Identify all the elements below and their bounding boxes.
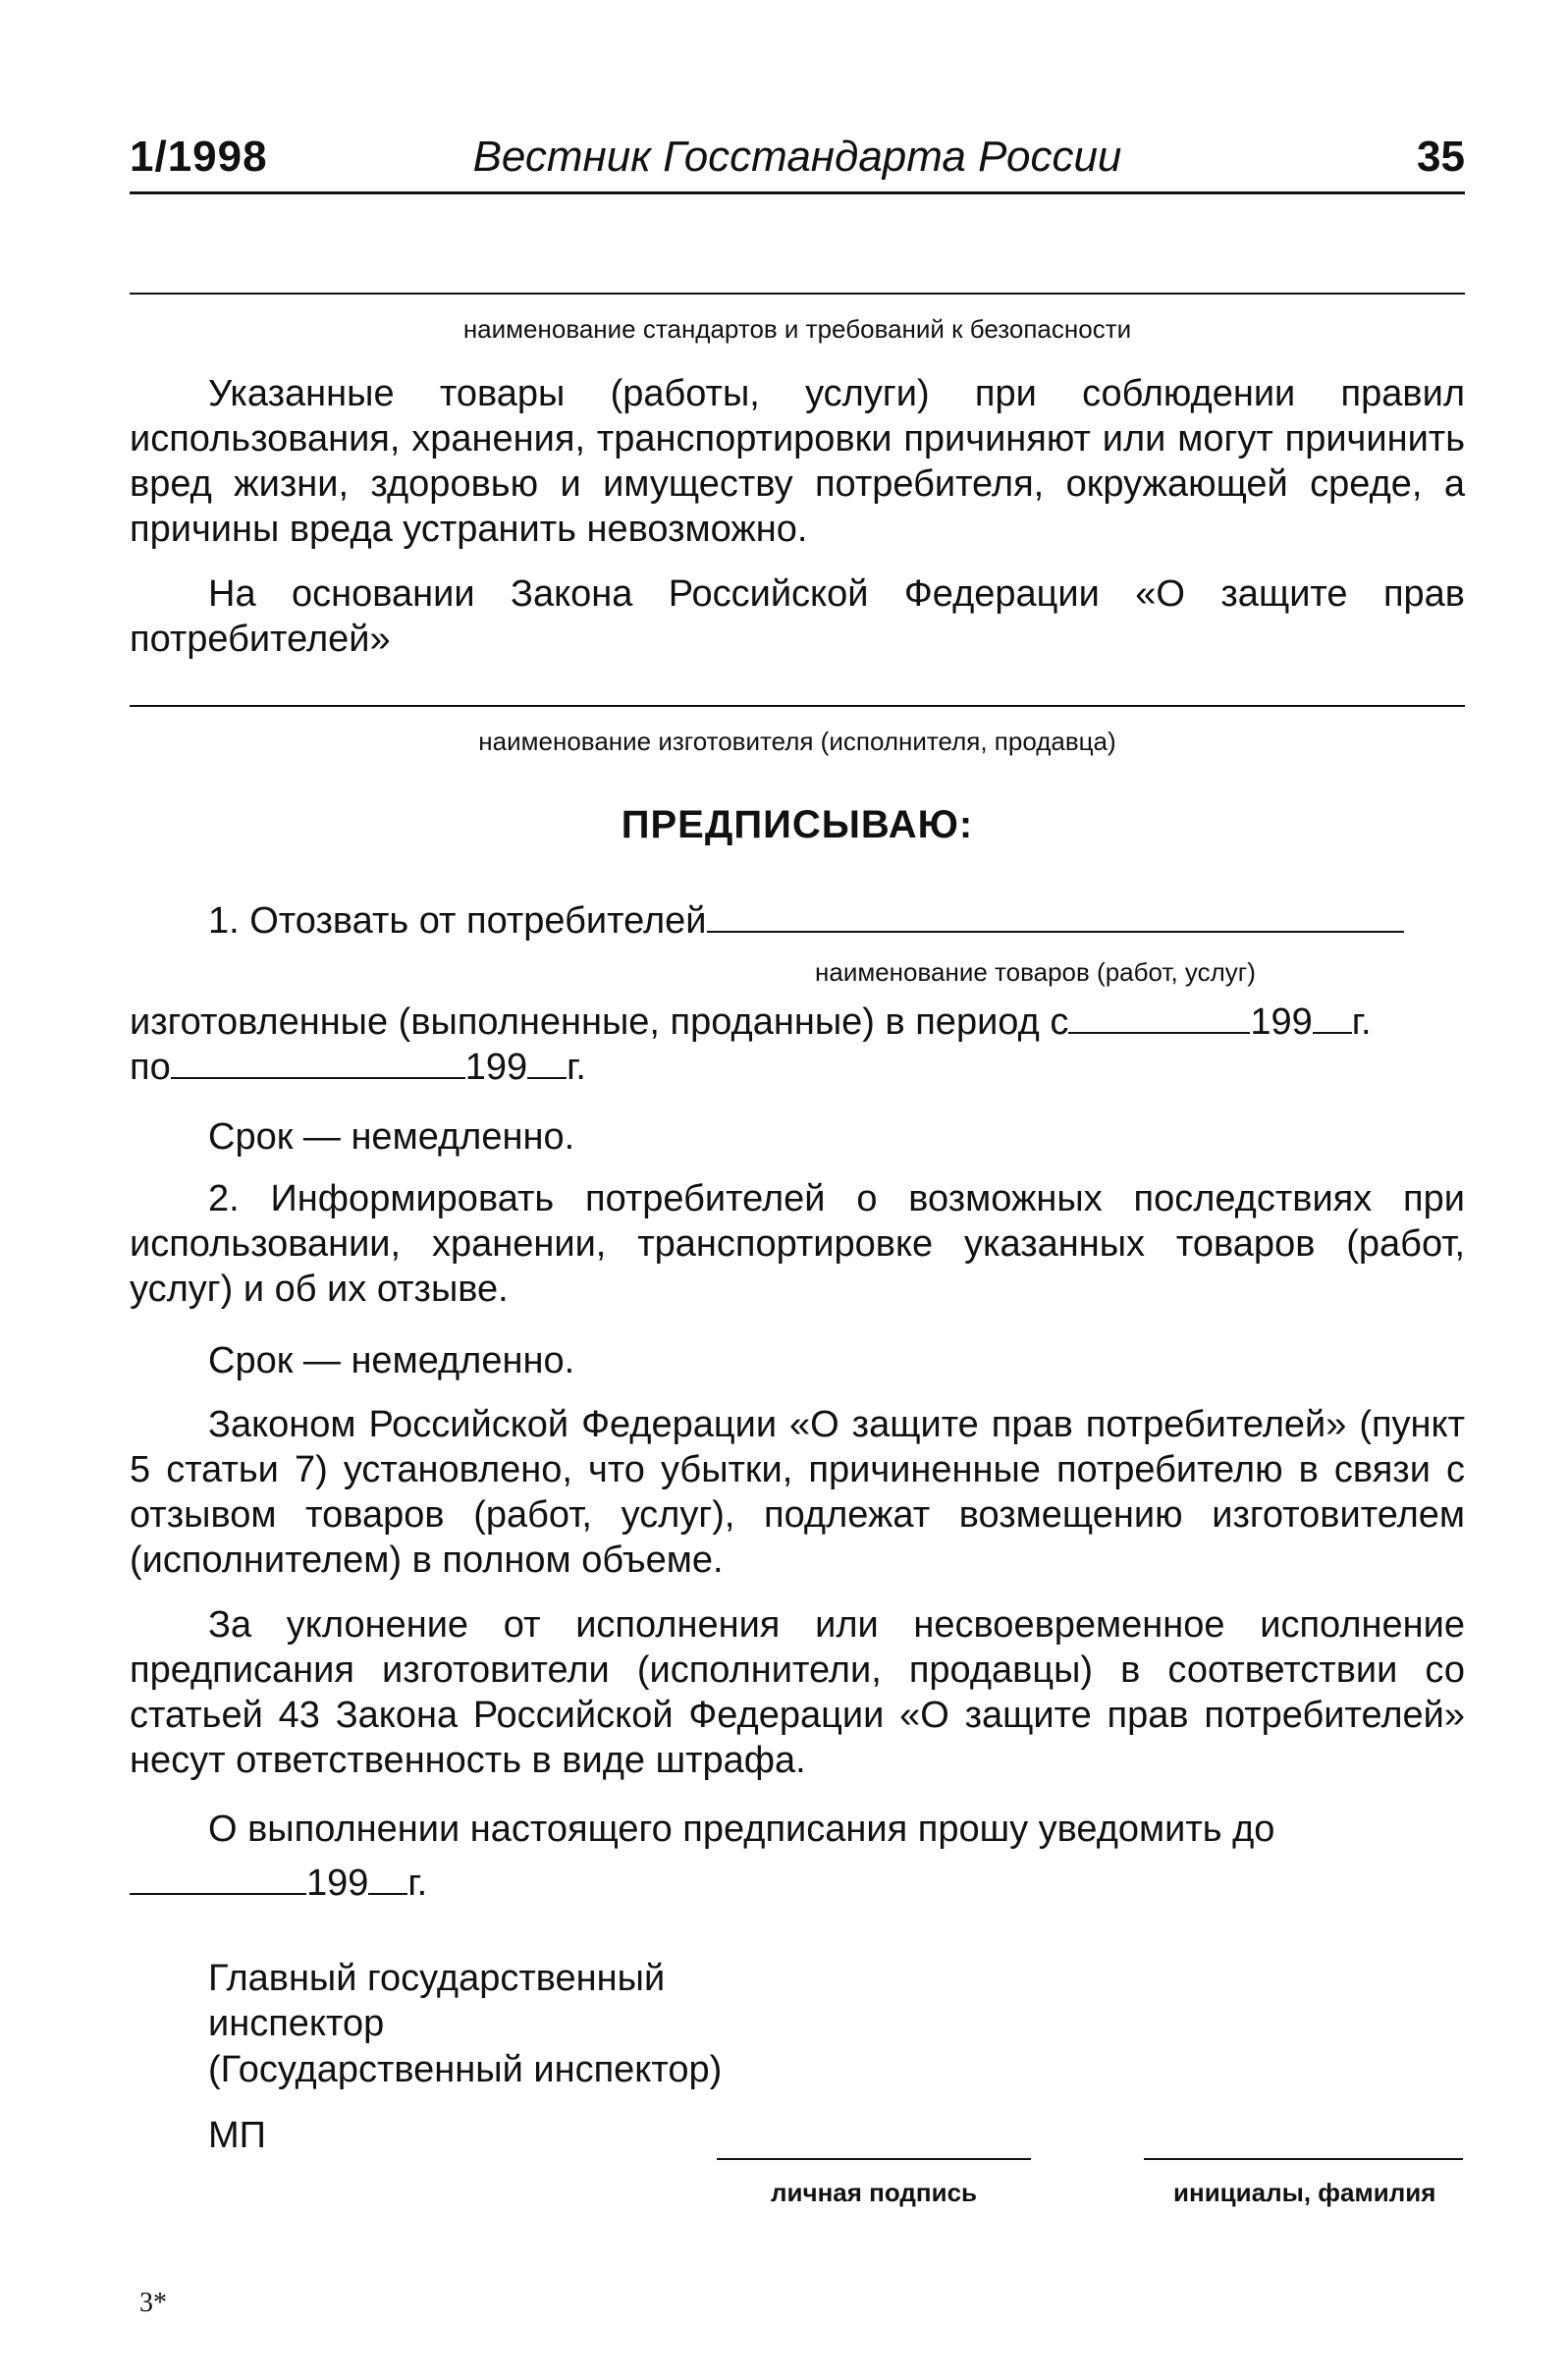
journal-title: Вестник Госстандарта России [472,133,1122,181]
stamp-label: МП [208,2115,266,2156]
paragraph-penalty: За уклонение от исполнения или несвоевременное исполнение предписания изготовители (исполнители, продавцы) в соответствии со статьей 43 Закона Российской Федерации «О защите прав потребителей» несут ответственность в виде штрафа. [130,1604,1465,1781]
paragraph-notify: О выполнении настоящего предписания прошу уведомить до [208,1809,1275,1850]
caption-standards: наименование стандартов и требований к безопасности [462,314,1132,344]
notify-year: 199 [306,1863,369,1904]
manufacturer-blank-line [130,705,1465,707]
period-end-year: 199 [464,1047,528,1088]
page-number: 35 [1417,133,1465,181]
paragraph-law: Законом Российской Федерации «О защите прав потребителей» (пункт 5 статьи 7) установлено, что убытки, причиненные потребителю в связи с отзывом товаров (работ, услуг), подлежат возмещению изготовителем (исполнителем) в полном объеме. [130,1404,1465,1581]
item1-line [208,898,1404,944]
item1-label: 1. Отозвать от потребителей [208,900,707,942]
signature-caption: личная подпись [771,2178,978,2207]
period-text: изготовленные (выполненные, проданные) в период с [130,1001,1069,1043]
name-caption: инициалы, фамилия [1173,2178,1436,2207]
item1-deadline: Срок — немедленно. [208,1116,575,1158]
name-line [1144,2158,1463,2160]
goods-blank [707,899,1404,933]
signatory-line1: Главный государственный [208,1958,666,1999]
period-to-text: по [130,1047,171,1088]
period-end-year-blank [527,1046,567,1079]
notify-date-line [130,1861,427,1906]
period-start-blank [1068,1000,1250,1034]
period-line [130,1000,1372,1045]
notify-date-blank [130,1862,306,1895]
page-header [130,133,1465,194]
period-start-year-blank [1313,1000,1352,1034]
paragraph-harm: Указанные товары (работы, услуги) при соблюдении правил использования, хранения, транспортировки причиняют или могут причинить вред жизни, здоровью и имуществу потребителя, окружающей среде, а причины вреда устранить невозможно. [130,373,1465,550]
notify-year-suffix: г. [407,1863,428,1904]
item2-text: 2. Информировать потребителей о возможных последствиях при использовании, хранении, транспортировке указанных товаров (работ, услуг) и об их отзыве. [130,1178,1465,1310]
paragraph-basis: На основании Закона Российской Федерации «О защите прав потребителей» [130,573,1465,660]
caption-goods: наименование товаров (работ, услуг) [815,957,1256,987]
order-heading: ПРЕДПИСЫВАЮ: [621,803,974,846]
signature-line [717,2158,1031,2160]
period-end-year-suffix: г. [567,1047,586,1088]
standards-blank-line [130,293,1465,295]
period-start-year: 199 [1250,1001,1313,1043]
item2-deadline: Срок — немедленно. [208,1340,575,1381]
issue-number: 1/1998 [130,133,268,181]
caption-manufacturer: наименование изготовителя (исполнителя, продавца) [478,727,1116,756]
signatory-line3: (Государственный инспектор) [208,2049,723,2090]
notify-year-blank [368,1862,407,1895]
signatory-line2: инспектор [208,2003,385,2044]
period-end-blank [171,1046,465,1079]
period-start-year-suffix: г. [1351,1001,1372,1043]
footnote-mark: 3* [139,2288,167,2318]
period-end-line [130,1045,586,1090]
